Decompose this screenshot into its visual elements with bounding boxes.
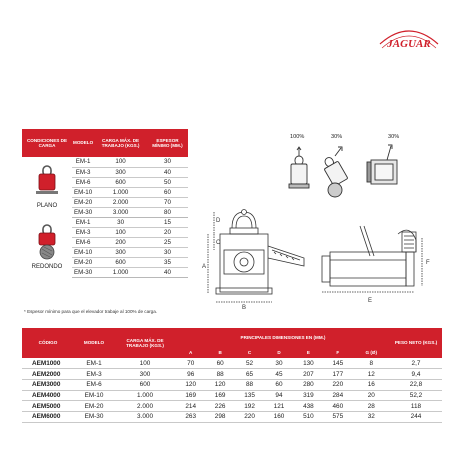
cell-thickness: 20 (147, 227, 188, 237)
cell-thickness: 40 (147, 267, 188, 277)
table-row (22, 358, 442, 369)
cell-thickness: 30 (147, 157, 188, 167)
cell-thickness: 40 (147, 167, 188, 177)
header-conditions: CONDICIONES DE CARGA (22, 129, 72, 157)
condition-label: PLANO (36, 203, 58, 209)
cell-dimension: 45 (264, 369, 293, 380)
header-dim-d: D (264, 347, 293, 358)
dimension-letter: D (216, 218, 221, 224)
cell-capacity: 600 (94, 177, 147, 187)
header-dimensions: PRINCIPALES DIMENSIONES EN (MM.) (176, 328, 390, 347)
cell-dimension: 135 (235, 390, 264, 401)
cell-dimension: 70 (176, 358, 205, 369)
cell-dimension: 575 (323, 411, 352, 422)
front-view-drawing (196, 206, 316, 310)
cell-weight: 52,2 (390, 390, 442, 401)
cell-dimension: 214 (176, 401, 205, 412)
cell-model: EM-20 (73, 198, 93, 206)
header-dim-e: E (294, 347, 323, 358)
cell-capacity: 100 (94, 227, 147, 237)
cell-dimension: 120 (205, 379, 234, 390)
cell-dimension: 20 (353, 390, 390, 401)
cell-thickness: 70 (147, 197, 188, 207)
cell-model: EM-1 (74, 358, 114, 369)
cell-dimension: 96 (176, 369, 205, 380)
cell-capacity: 2.000 (94, 197, 147, 207)
cell-dimension: 263 (176, 411, 205, 422)
cell-thickness: 25 (147, 237, 188, 247)
cell-model: EM-3 (74, 369, 114, 380)
header-dim-f: F (323, 347, 352, 358)
cell-capacity: 200 (94, 237, 147, 247)
header-model: MODELO (72, 129, 94, 157)
cell-weight: 118 (390, 401, 442, 412)
dimensions-table (22, 328, 442, 423)
cell-dimension: 284 (323, 390, 352, 401)
header-model: MODELO (74, 328, 114, 358)
cell-weight: 244 (390, 411, 442, 422)
cell-code: AEM4000 (22, 390, 74, 401)
dimension-letter: C (216, 240, 221, 246)
cell-dimension: 52 (235, 358, 264, 369)
cell-model: EM-3 (72, 227, 94, 237)
cell-thickness: 35 (147, 257, 188, 267)
thickness-footnote: * Espesor mínimo para que el elevador trabaje al 100% de carga. (24, 309, 158, 314)
header-capacity: CARGA MÁX. DE TRABAJO (KGS.) (94, 129, 147, 157)
cell-model: EM-1 (72, 217, 94, 227)
cell-dimension: 226 (205, 401, 234, 412)
cell-dimension: 30 (264, 358, 293, 369)
cell-thickness: 50 (147, 177, 188, 187)
table-row (22, 369, 442, 380)
cell-dimension: 169 (205, 390, 234, 401)
cell-model: EM-20 (73, 258, 93, 266)
cell-capacity: 300 (94, 247, 147, 257)
cell-weight: 9,4 (390, 369, 442, 380)
dimension-letter: F (426, 260, 430, 266)
cell-dimension: 319 (294, 390, 323, 401)
header-code: CÓDIGO (22, 328, 74, 358)
cell-dimension: 60 (264, 379, 293, 390)
cell-dimension: 220 (235, 411, 264, 422)
cell-capacity: 300 (114, 369, 176, 380)
cell-code: AEM2000 (22, 369, 74, 380)
load-percent-label: 30% (331, 134, 343, 140)
cell-weight: 2,7 (390, 358, 442, 369)
table-row (22, 401, 442, 412)
cell-dimension: 207 (294, 369, 323, 380)
cell-capacity: 100 (94, 157, 147, 167)
cell-model: EM-20 (74, 401, 114, 412)
header-capacity: CARGA MÁX. DE TRABAJO (KGS.) (114, 328, 176, 358)
header-dim-a: A (176, 347, 205, 358)
jaguar-logo (374, 14, 444, 58)
table-row (22, 157, 188, 167)
cell-capacity: 3.000 (114, 411, 176, 422)
cell-code: AEM1000 (22, 358, 74, 369)
cell-model: EM-1 (72, 157, 94, 167)
dimension-letter: E (368, 298, 373, 304)
condition-label: REDONDO (31, 264, 63, 270)
table-row (22, 379, 442, 390)
condition-round (22, 217, 72, 277)
cell-capacity: 300 (94, 167, 147, 177)
cell-model: EM-6 (72, 237, 94, 247)
cell-dimension: 298 (205, 411, 234, 422)
cell-thickness: 80 (147, 207, 188, 217)
header-dim-b: B (205, 347, 234, 358)
cell-dimension: 32 (353, 411, 390, 422)
load-percent-label: 30% (388, 134, 400, 140)
header-thickness: ESPESOR MÍNIMO (MM.) (147, 129, 188, 157)
cell-thickness: 60 (147, 187, 188, 197)
side-view-drawing (318, 222, 442, 312)
dimensions-table-body (22, 358, 442, 422)
cell-dimension: 510 (294, 411, 323, 422)
cell-capacity: 1.000 (94, 187, 147, 197)
cell-capacity: 600 (114, 379, 176, 390)
cell-dimension: 16 (353, 379, 390, 390)
cell-dimension: 8 (353, 358, 390, 369)
table-row (22, 390, 442, 401)
cell-model: EM-30 (73, 268, 93, 276)
dimension-letter: A (202, 264, 207, 270)
table-row (22, 411, 442, 422)
cell-dimension: 130 (294, 358, 323, 369)
cell-capacity: 1.000 (114, 390, 176, 401)
condition-flat (22, 157, 72, 217)
flat-load-icon (34, 165, 60, 199)
svg-text:JAGUAR: JAGUAR (387, 38, 431, 50)
cell-code: AEM3000 (22, 379, 74, 390)
cell-model: EM-30 (73, 208, 93, 216)
header-dim-c: C (235, 347, 264, 358)
cell-model: EM-10 (73, 248, 93, 256)
load-percent-label: 100% (290, 134, 305, 140)
cell-thickness: 30 (147, 247, 188, 257)
cell-capacity: 100 (114, 358, 176, 369)
cell-capacity: 3.000 (94, 207, 147, 217)
cell-dimension: 438 (294, 401, 323, 412)
cell-code: AEM5000 (22, 401, 74, 412)
cell-dimension: 121 (264, 401, 293, 412)
cell-capacity: 600 (94, 257, 147, 267)
cell-dimension: 120 (176, 379, 205, 390)
cell-model: EM-10 (74, 390, 114, 401)
header-weight: PESO NETO (KGS.) (390, 328, 442, 358)
cell-weight: 22,8 (390, 379, 442, 390)
cell-thickness: 15 (147, 217, 188, 227)
cell-dimension: 88 (205, 369, 234, 380)
cell-dimension: 60 (205, 358, 234, 369)
dimension-letter: B (242, 305, 247, 310)
cell-dimension: 192 (235, 401, 264, 412)
cell-dimension: 145 (323, 358, 352, 369)
cell-dimension: 280 (294, 379, 323, 390)
cell-dimension: 12 (353, 369, 390, 380)
cell-dimension: 160 (264, 411, 293, 422)
cell-capacity: 2.000 (114, 401, 176, 412)
round-load-icon (34, 224, 60, 260)
cell-dimension: 65 (235, 369, 264, 380)
cell-model: EM-10 (73, 188, 93, 196)
cell-code: AEM6000 (22, 411, 74, 422)
table-row (22, 217, 188, 227)
cell-model: EM-6 (72, 177, 94, 187)
cell-dimension: 94 (264, 390, 293, 401)
cell-capacity: 1.000 (94, 267, 147, 277)
cell-capacity: 30 (94, 217, 147, 227)
cell-dimension: 28 (353, 401, 390, 412)
cell-dimension: 88 (235, 379, 264, 390)
cell-dimension: 460 (323, 401, 352, 412)
cell-dimension: 169 (176, 390, 205, 401)
cell-model: EM-3 (72, 167, 94, 177)
cell-dimension: 177 (323, 369, 352, 380)
cell-dimension: 220 (323, 379, 352, 390)
cell-model: EM-6 (74, 379, 114, 390)
header-dim-g: G (Ø) (353, 347, 390, 358)
load-angle-diagram (285, 142, 415, 202)
cell-model: EM-30 (74, 411, 114, 422)
capacity-table (22, 129, 188, 278)
